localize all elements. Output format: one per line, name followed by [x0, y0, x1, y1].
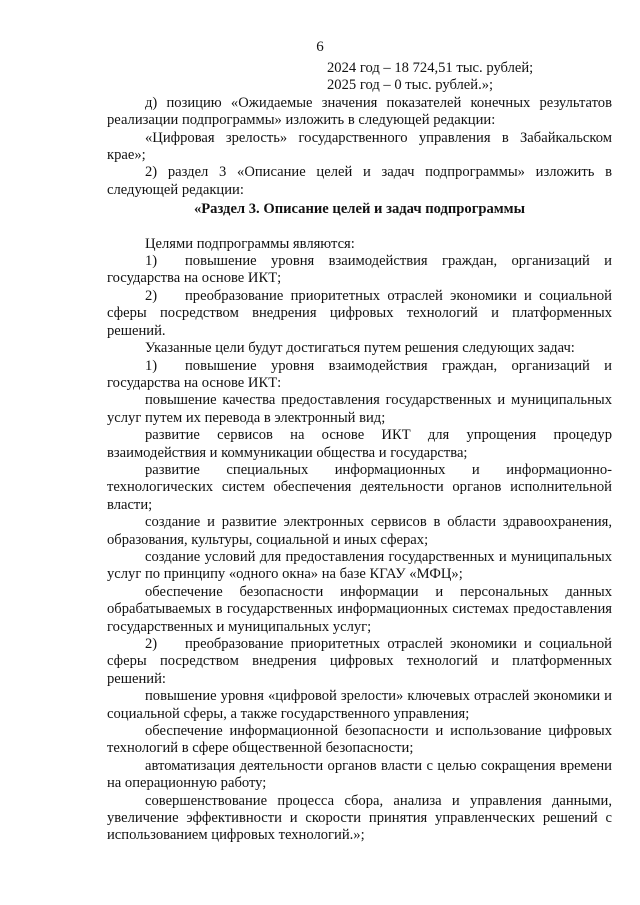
task-group-number: 1)	[145, 357, 158, 374]
document-body	[107, 60, 612, 845]
funding-line: 2024 год – 18 724,51 тыс. рублей;	[327, 60, 534, 76]
tasks-intro: Указанные цели будут достигаться путем решения следующих задач:	[145, 340, 575, 357]
paragraph-quote: «Цифровая зрелость» государственного управления в Забайкальском крае»;	[107, 129, 612, 164]
goals-intro: Целями подпрограммы являются:	[145, 235, 355, 252]
task-group-text: преобразование приоритетных отраслей экономики и социальной сферы посредством внедрения цифровых технологий и платформенных решений:	[107, 636, 612, 687]
task-item: повышение качества предоставления государственных и муниципальных услуг путем их перевода в электронный вид;	[107, 392, 612, 426]
task-item: автоматизация деятельности органов власти с целью сокращения времени на операционную работу;	[107, 757, 612, 792]
section-heading: «Раздел 3. Описание целей и задач подпрограммы	[193, 201, 526, 218]
goal-text: преобразование приоритетных отраслей экономики и социальной сферы посредством внедрения цифровых технологий и платформенных решений.	[107, 287, 612, 339]
paragraph-2: 2) раздел 3 «Описание целей и задач подпрограммы» изложить в следующей редакции:	[107, 164, 612, 198]
task-item: совершенствование процесса сбора, анализа и управления данными, увеличение эффективности и скорости принятия управленческих решений с использованием цифровых технологий.»;	[107, 792, 612, 844]
funding-line: 2025 год – 0 тыс. рублей.»;	[327, 77, 494, 94]
goal-text: повышение уровня взаимодействия граждан, организаций и государства на основе ИКТ;	[107, 253, 612, 287]
goal-number: 1)	[145, 253, 158, 270]
goal-item	[107, 288, 612, 340]
page-number: 6	[316, 39, 324, 55]
task-group-number: 2)	[145, 636, 158, 652]
goal-number: 2)	[145, 287, 158, 304]
task-group-title	[107, 636, 612, 688]
task-item: повышение уровня «цифровой зрелости» ключевых отраслей экономики и социальной сферы, а также государственного управления;	[107, 688, 612, 722]
task-group-title	[107, 358, 612, 393]
task-item: создание условий для предоставления государственных и муниципальных услуг по принципу «одного окна» на базе КГАУ «МФЦ»;	[107, 548, 612, 583]
task-item: развитие специальных информационных и информационно-технологических систем обеспечения деятельности органов исполнительной власти;	[107, 461, 612, 513]
task-group-text: повышение уровня взаимодействия граждан, организаций и государства на основе ИКТ:	[107, 357, 612, 391]
task-item: обеспечение безопасности информации и персональных данных обрабатываемых в государственных информационных системах предоставления государственных и муниципальных услуг;	[107, 583, 612, 635]
task-item: развитие сервисов на основе ИКТ для упрощения процедур взаимодействия и коммуникации общества и государства;	[107, 427, 612, 461]
goal-item	[107, 253, 612, 288]
task-item: создание и развитие электронных сервисов в области здравоохранения, образования, культуры, социальной и иных сферах;	[107, 514, 612, 548]
paragraph-d: д) позицию «Ожидаемые значения показателей конечных результатов реализации подпрограммы» изложить в следующей редакции:	[107, 94, 612, 129]
task-item: обеспечение информационной безопасности и использование цифровых технологий в сфере общественной безопасности;	[107, 723, 612, 757]
